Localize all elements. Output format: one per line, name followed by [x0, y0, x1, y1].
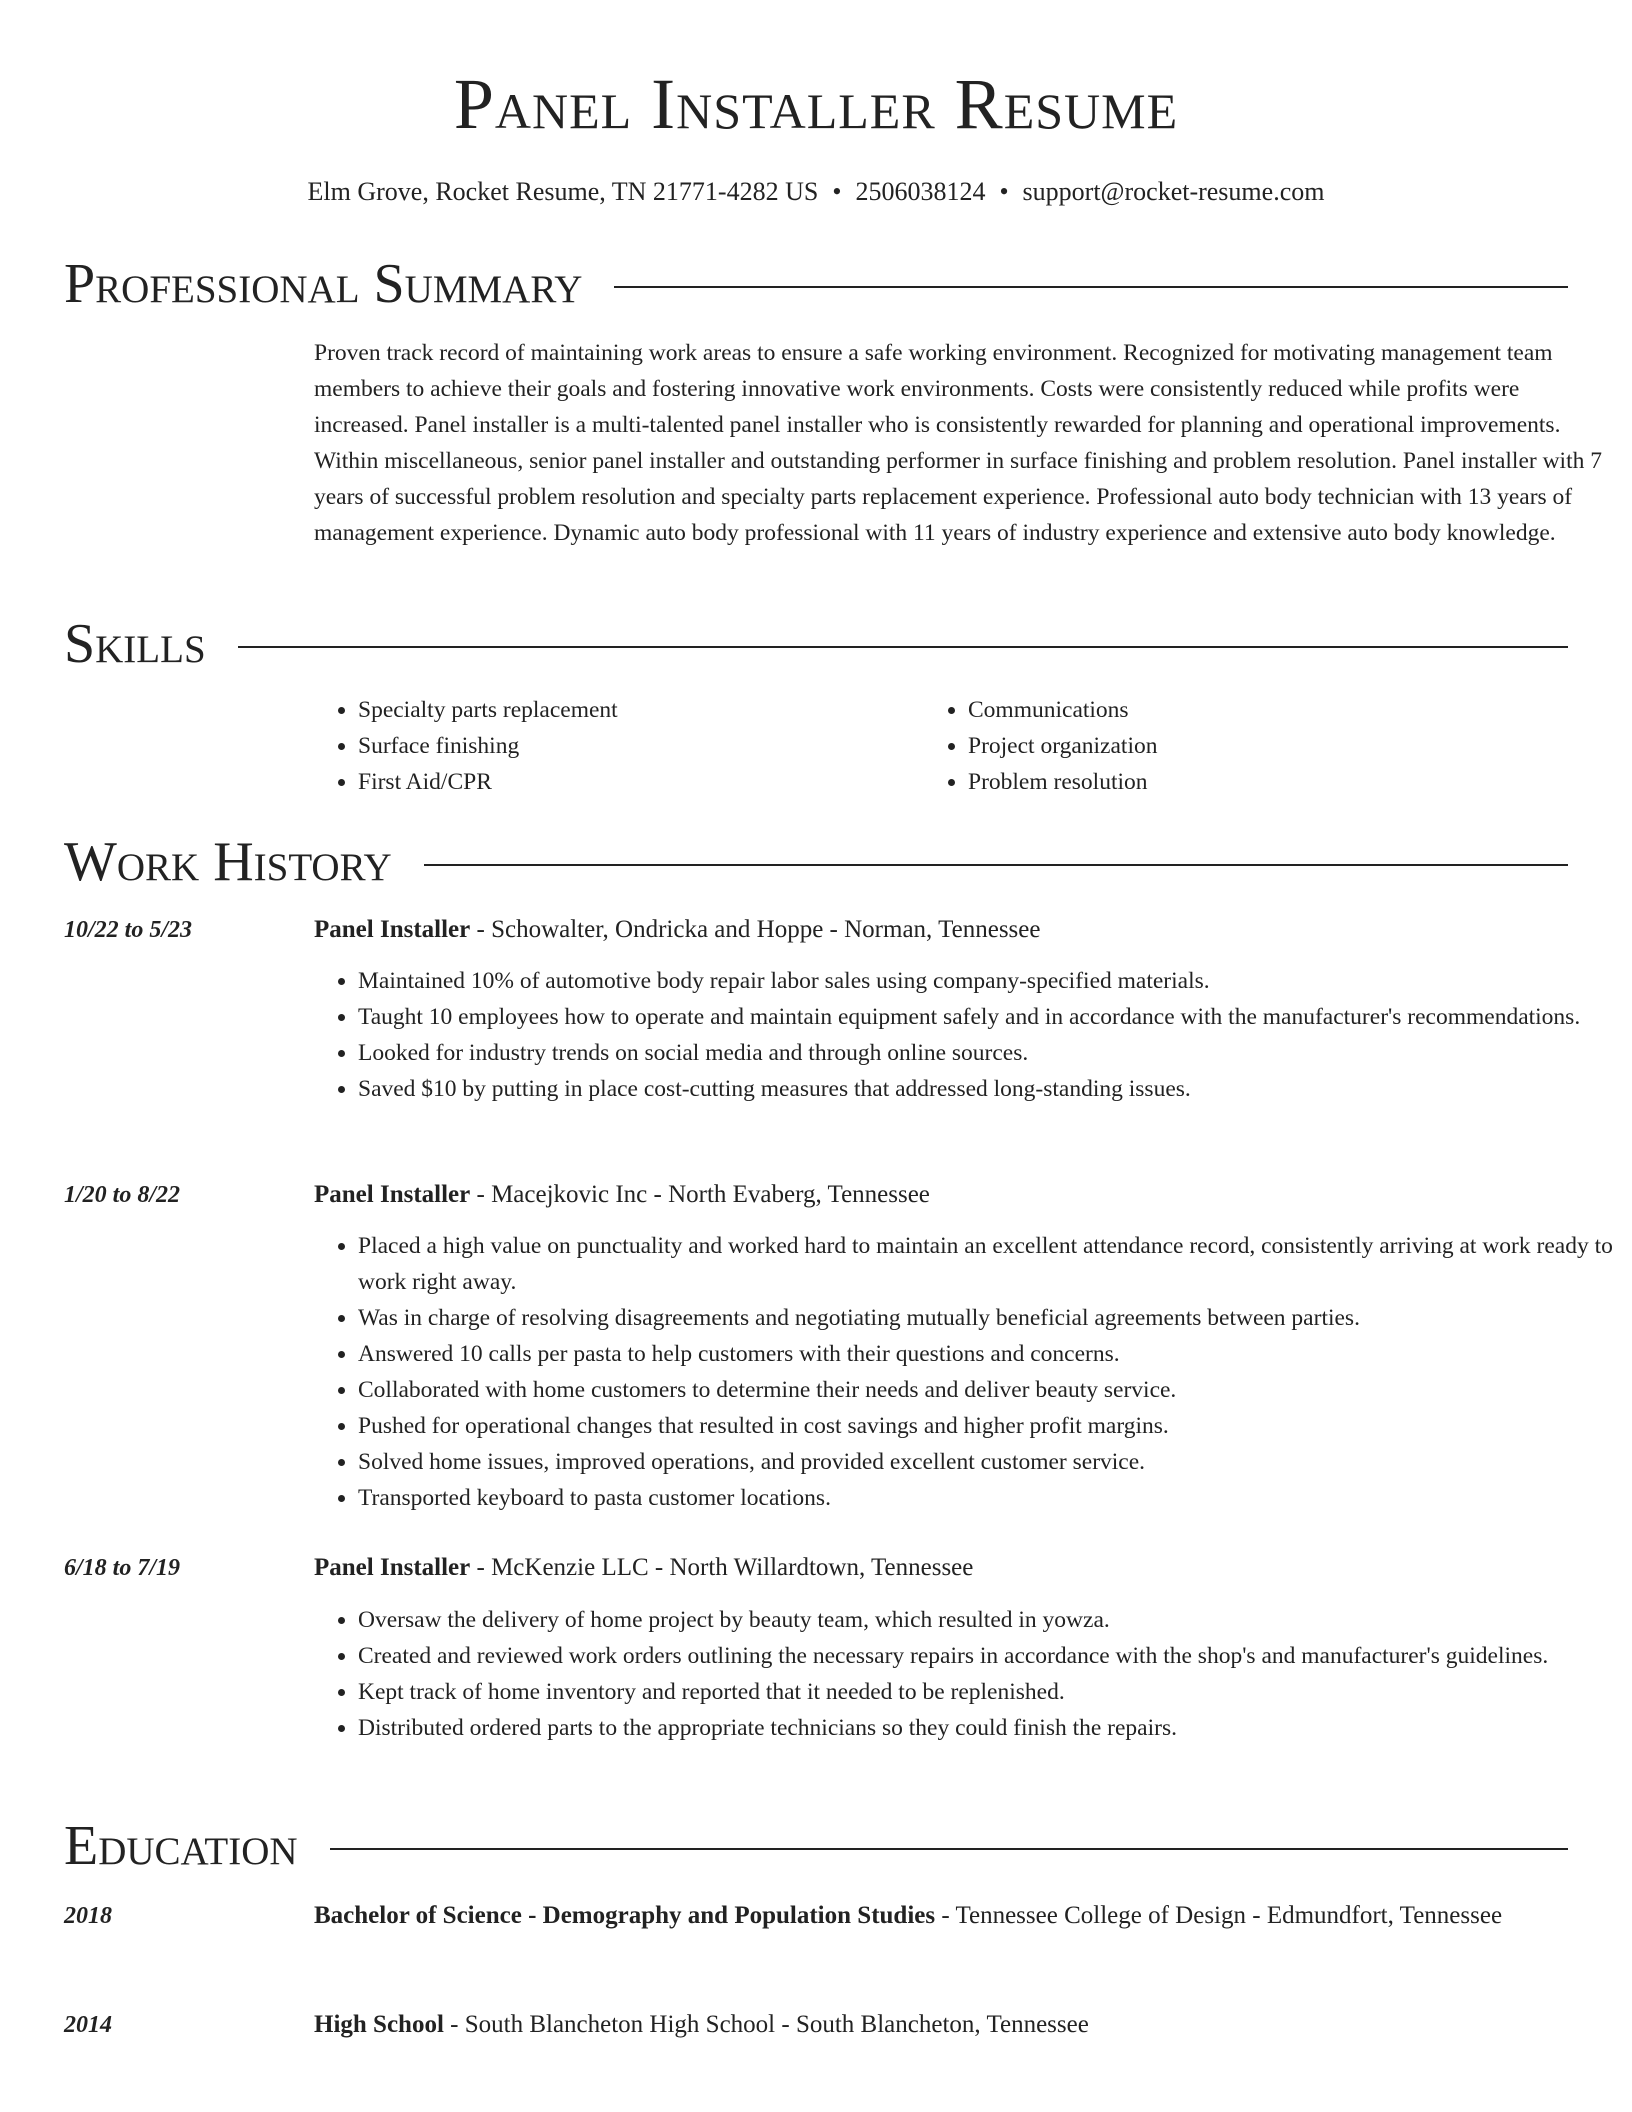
skills-section-heading [64, 612, 1568, 676]
job-bullet: • Taught 10 employees how to operate and maintain equipment safely and in accordance with the manufacturer's recommendations. [358, 999, 1614, 1035]
summary-heading: Professional Summary [64, 253, 583, 315]
skills-column-left [314, 692, 914, 800]
contact-separator: • [832, 177, 842, 206]
job-bullet: • Kept track of home inventory and reported that it needed to be replenished. [358, 1674, 1614, 1710]
job-heading [314, 910, 1604, 950]
section-divider [614, 286, 1568, 288]
summary-text: Proven track record of maintaining work areas to ensure a safe working environment. Recognized for motivating management team members to achieve their goals and fostering innovative work environments. Costs were consistently reduced while profits were increased. Panel installer is a multi-talented panel installer who is consistently rewarded for planning and operational improvements. Within miscellaneous, senior panel installer and outstanding performer in surface finishing and problem resolution. Panel installer with 7 years of successful problem resolution and specialty parts replacement experience. Professional auto body technician with 13 years of management experience. Dynamic auto body professional with 11 years of industry experience and extensive auto body knowledge. [314, 340, 1602, 546]
contact-phone: 2506038124 [855, 177, 986, 206]
job-heading [314, 1548, 1604, 1588]
job-bullet: • Solved home issues, improved operations, and provided excellent customer service. [358, 1444, 1614, 1480]
skill-item: • Surface finishing [358, 728, 914, 764]
skills-column-right [924, 692, 1524, 800]
education-section-heading [64, 1814, 1568, 1878]
job-dates: 1/20 to 8/22 [64, 1182, 181, 1208]
education-year: 2018 [64, 1903, 112, 1929]
job-details: - McKenzie LLC - North Willardtown, Tennessee [470, 1554, 974, 1581]
education-details: - Tennessee College of Design - Edmundfort, Tennessee [935, 1902, 1503, 1929]
contact-email: support@rocket-resume.com [1022, 177, 1325, 206]
job-heading [314, 1175, 1604, 1215]
job-title: Panel Installer [314, 1554, 471, 1581]
section-divider [330, 1848, 1568, 1850]
section-divider [238, 646, 1568, 648]
job-title: Panel Installer [314, 1181, 471, 1208]
job-bullets [314, 963, 1614, 1107]
education-degree: High School [314, 2011, 444, 2038]
summary-section-heading [64, 252, 1568, 316]
education-year: 2014 [64, 2012, 112, 2038]
job-title: Panel Installer [314, 916, 471, 943]
work-section-heading [64, 830, 1568, 894]
education-entry [314, 2005, 1604, 2045]
skills-heading: Skills [64, 613, 206, 675]
job-bullet: • Answered 10 calls per pasta to help customers with their questions and concerns. [358, 1336, 1614, 1372]
job-dates: 6/18 to 7/19 [64, 1555, 181, 1581]
job-bullet: • Distributed ordered parts to the appropriate technicians so they could finish the repairs. [358, 1710, 1614, 1746]
job-bullet: • Pushed for operational changes that resulted in cost savings and higher profit margins. [358, 1408, 1614, 1444]
skill-item: • Problem resolution [968, 764, 1524, 800]
job-bullet: • Saved $10 by putting in place cost-cutting measures that addressed long-standing issues. [358, 1071, 1614, 1107]
job-bullet: • Oversaw the delivery of home project by beauty team, which resulted in yowza. [358, 1602, 1614, 1638]
skill-item: • Communications [968, 692, 1524, 728]
contact-separator: • [999, 177, 1009, 206]
education-heading: Education [64, 1815, 298, 1877]
skill-item: • First Aid/CPR [358, 764, 914, 800]
job-bullet: • Was in charge of resolving disagreements and negotiating mutually beneficial agreements between parties. [358, 1300, 1614, 1336]
job-bullet: • Created and reviewed work orders outlining the necessary repairs in accordance with the shop's and manufacturer's guidelines. [358, 1638, 1614, 1674]
job-bullets [314, 1602, 1614, 1746]
contact-address: Elm Grove, Rocket Resume, TN 21771-4282 US [307, 177, 819, 206]
education-entry [314, 1896, 1584, 1936]
skill-item: • Specialty parts replacement [358, 692, 914, 728]
contact-line [64, 175, 1568, 209]
job-dates: 10/22 to 5/23 [64, 917, 193, 943]
resume-title: Panel Installer Resume [453, 64, 1179, 144]
job-bullet: • Placed a high value on punctuality and worked hard to maintain an excellent attendance record, consistently arriving at work ready to work right away. [358, 1228, 1614, 1300]
education-degree: Bachelor of Science - Demography and Population Studies [314, 1902, 936, 1929]
job-bullet: • Maintained 10% of automotive body repair labor sales using company-specified materials. [358, 963, 1614, 999]
job-bullets [314, 1228, 1614, 1516]
education-details: - South Blancheton High School - South Blancheton, Tennessee [443, 2011, 1089, 2038]
job-details: - Schowalter, Ondricka and Hoppe - Norman, Tennessee [470, 916, 1041, 943]
job-bullet: • Transported keyboard to pasta customer locations. [358, 1480, 1614, 1516]
section-divider [424, 864, 1568, 866]
skill-item: • Project organization [968, 728, 1524, 764]
work-heading: Work History [64, 831, 392, 893]
job-bullet: • Collaborated with home customers to determine their needs and deliver beauty service. [358, 1372, 1614, 1408]
job-details: - Macejkovic Inc - North Evaberg, Tennessee [470, 1181, 930, 1208]
job-bullet: • Looked for industry trends on social media and through online sources. [358, 1035, 1614, 1071]
